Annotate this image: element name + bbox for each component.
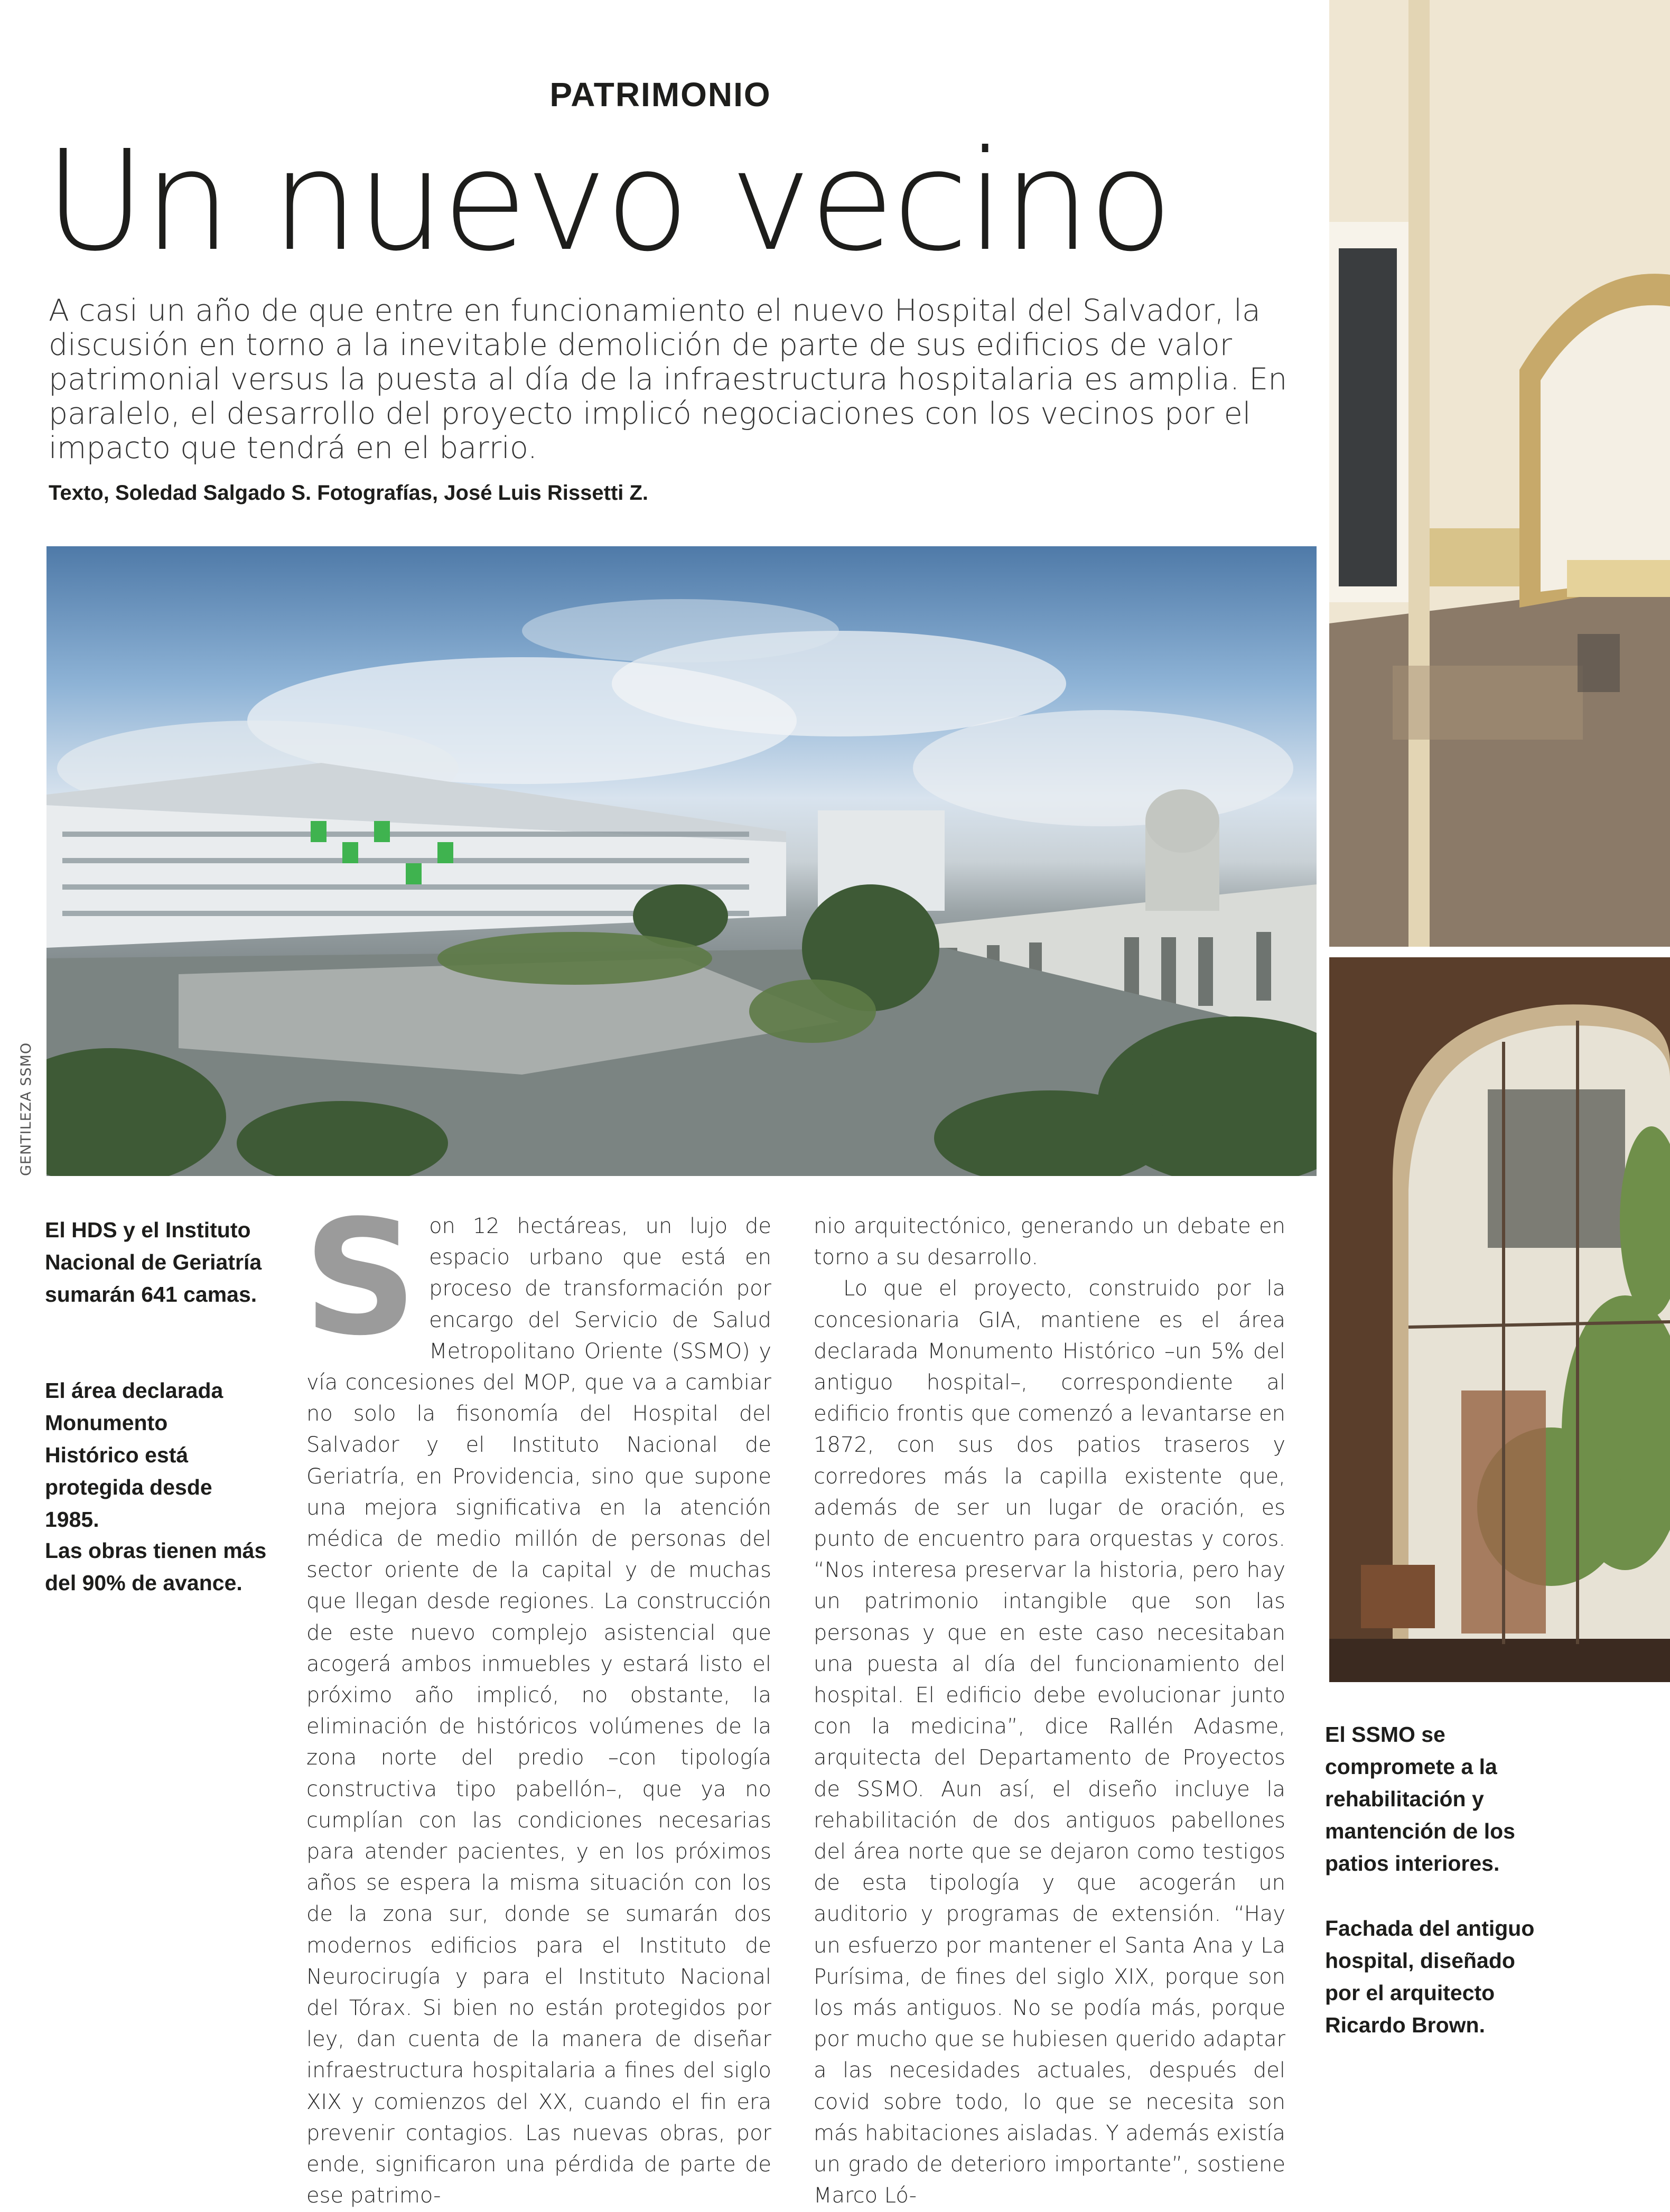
hospital-rendering-image	[46, 546, 1317, 1176]
arched-window-photo	[1329, 957, 1670, 1682]
corridor-photo-drawing	[1329, 0, 1670, 947]
drop-cap: S	[303, 1186, 418, 1370]
sidebar-note-progress: Las obras tienen más del 90% de avance.	[45, 1538, 267, 1595]
article-credits: Texto, Soledad Salgado S. Fotografías, José Luis Rissetti Z.	[49, 481, 649, 505]
article-lead: A casi un año de que entre en funcionamiento el nuevo Hospital del Salvador, la discusión en torno a la inevitable demolición de parte de sus edificios de valor patrimonial versus la puesta al día de la infraestructura hospitalaria es amplia. En paralelo, el desarrollo del proyecto implicó negociaciones con los vecinos por el impacto que tendrá en el barrio.	[49, 293, 1288, 465]
body-paragraph-2: nio arquitectónico, generando un debate en torno a su desarrollo.	[814, 1214, 1285, 1270]
arched-window-photo-drawing	[1329, 957, 1670, 1682]
body-paragraph-1: on 12 hectáreas, un lujo de espacio urbano que está en proceso de transformación por encargo del Servicio de Salud Metropolitano Oriente (SSMO) y vía concesiones del MOP, que va a cambiar no solo la fisonomía del Hospital del Salvador y el Instituto Nacional de Geriatría, en Providencia, sino que supone una mejora significativa en la atención médica de medio millón de personas del sector oriente de la capital y de muchas que llegan desde regiones. La construcción de este nuevo complejo asistencial que acogerá ambos inmuebles y estará listo el próximo año implicó, no obstante, la eliminación de históricos volúmenes de la zona norte del predio –con tipología constructiva tipo pabellón–, que ya no cumplían con las condiciones necesarias para atender pacientes, y en los próximos años se espera la misma situación con los de la zona sur, donde se sumarán dos modernos edificios para el Instituto de Neurocirugía y para el Instituto Nacional del Tórax. Si bien no están protegidos por ley, dan cuenta de la manera de diseñar infraestructura hospitalaria a fines del siglo XIX y comienzos del XX, cuando el fin era prevenir contagios. Las nuevas obras, por ende, significaron una pérdida de parte de ese patrimo-	[306, 1214, 771, 2208]
body-paragraph-3: Lo que el proyecto, construido por la concesionaria GIA, mantiene es el área declarada Monumento Histórico –un 5% del antiguo hospital–, correspondiente al edificio frontis que comenzó a levantarse en 1872, con sus dos patios traseros y corredores más la capilla existente que, además de ser un lugar de oración, es punto de encuentro para orquestas y coros. “Nos interesa preservar la historia, pero hay un patrimonio intangible que son las personas y que en este caso necesitaban una puesta al día del funcionamiento del hospital. El edificio debe evolucionar junto con la medicina”, dice Rallén Adasme, arquitecta del Departamento de Proyectos de SSMO. Aun así, el diseño incluye la rehabilitación de dos antiguos pabellones del área norte que se dejaron como testigos de esta tipología y que acogerán un auditorio y programas de extensión. “Hay un esfuerzo por mantener el Santa Ana y La Purísima, de fines del siglo XIX, porque son los más antiguos. No se podía más, porque por mucho que se hubiesen querido adaptar a las necesidades actuales, después del covid sobre todo, lo que se necesita son más habitaciones aisladas. Y además existía un grado de deterioro importante”, sostiene Marco Ló-	[814, 1276, 1285, 2208]
body-column-1	[303, 1186, 771, 2212]
photo-credit: GENTILEZA SSMO	[18, 1042, 34, 1176]
section-label: PATRIMONIO	[549, 76, 771, 114]
sidebar-note-monument: El área declarada Monumento Histórico está protegida desde 1985.	[45, 1378, 223, 1532]
hospital-rendering-drawing	[46, 546, 1317, 1176]
body-column-2	[814, 1211, 1285, 2212]
caption-patios: El SSMO se compromete a la rehabilitación y mantención de los patios interiores.	[1325, 1722, 1515, 1875]
caption-facade: Fachada del antiguo hospital, diseñado por el arquitecto Ricardo Brown.	[1325, 1916, 1535, 2037]
sidebar-note-beds: El HDS y el Instituto Nacional de Geriatría sumarán 641 camas.	[45, 1218, 262, 1306]
corridor-photo	[1329, 0, 1670, 947]
article-title: Un nuevo vecino	[44, 120, 1171, 282]
